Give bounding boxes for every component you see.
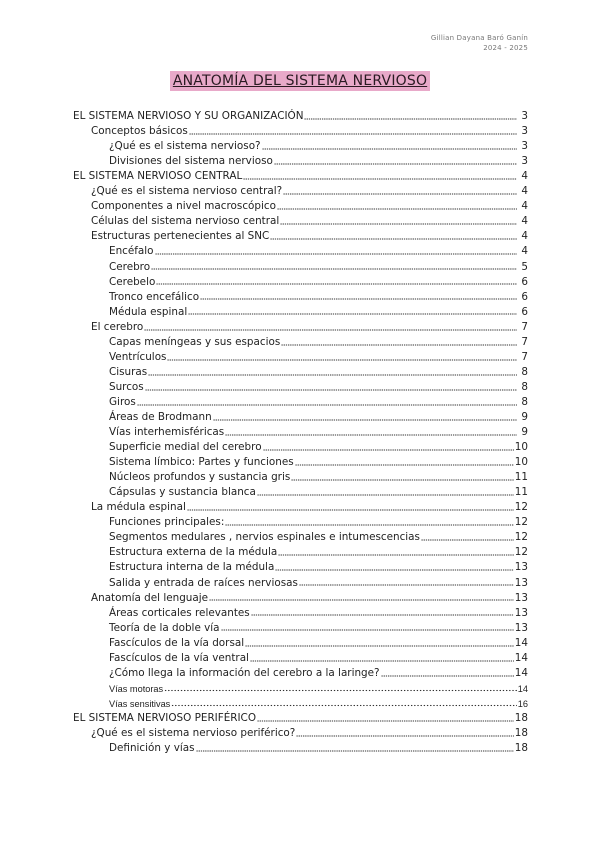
toc-dot-leader <box>278 548 514 556</box>
toc-entry[interactable] <box>73 694 528 709</box>
toc-entry-label: Anatomía del lenguaje <box>91 591 209 604</box>
toc-entry-label: Áreas de Brodmann <box>109 410 212 423</box>
toc-entry-label: Teoría de la doble vía <box>109 621 220 634</box>
toc-entry[interactable] <box>73 604 528 619</box>
toc-dot-leader <box>296 729 513 737</box>
toc-entry-page: 6 <box>521 275 528 288</box>
toc-entry[interactable] <box>73 498 528 513</box>
toc-entry-label: Cerebelo <box>109 275 156 288</box>
toc-dot-leader <box>221 624 514 632</box>
document-header <box>431 33 528 53</box>
toc-entry-page: 14 <box>514 636 528 649</box>
toc-entry[interactable] <box>73 543 528 558</box>
toc-entry[interactable] <box>73 649 528 664</box>
toc-entry[interactable] <box>73 303 528 318</box>
toc-dot-leader <box>245 639 514 647</box>
toc-entry-label: ¿Qué es el sistema nervioso central? <box>91 185 283 198</box>
toc-entry[interactable] <box>73 393 528 408</box>
toc-entry[interactable] <box>73 122 528 137</box>
toc-entry[interactable] <box>73 513 528 528</box>
toc-dot-leader <box>151 263 517 271</box>
author-name: Gillian Dayana Baró Ganín <box>430 34 528 42</box>
toc-entry-label: Divisiones del sistema nervioso <box>109 155 273 168</box>
toc-entry-page: 8 <box>521 380 528 393</box>
toc-entry-label: Fascículos de la vía dorsal <box>109 636 245 649</box>
toc-entry-page: 18 <box>514 726 528 739</box>
toc-dot-leader <box>144 323 517 331</box>
toc-entry-label: Sistema límbico: Partes y funciones <box>109 456 294 469</box>
toc-entry[interactable] <box>73 408 528 423</box>
toc-entry-label: EL SISTEMA NERVIOSO PERIFÉRICO <box>73 711 256 724</box>
document-title: ANATOMÍA DEL SISTEMA NERVIOSO <box>170 71 430 91</box>
toc-entry-page: 14 <box>517 683 528 694</box>
toc-dot-leader <box>209 594 514 602</box>
table-of-contents <box>73 107 528 754</box>
toc-entry-label: Cerebro <box>109 260 151 273</box>
toc-dot-leader <box>213 413 517 421</box>
toc-entry-label: Vías sensitivas <box>109 698 171 709</box>
toc-entry-label: Definición y vías <box>109 742 195 755</box>
toc-entry-page: 13 <box>514 606 528 619</box>
toc-dot-leader <box>189 127 517 135</box>
toc-entry[interactable] <box>73 423 528 438</box>
toc-dot-leader <box>299 579 514 587</box>
toc-dot-leader <box>257 714 514 722</box>
toc-dot-leader <box>167 353 517 361</box>
toc-dot-leader <box>295 458 514 466</box>
toc-entry[interactable] <box>73 468 528 483</box>
toc-entry[interactable] <box>73 107 528 122</box>
toc-entry-label: Estructura interna de la médula <box>109 561 275 574</box>
toc-entry-label: Vías motoras <box>109 683 164 694</box>
toc-entry-page: 13 <box>514 621 528 634</box>
toc-entry[interactable] <box>73 679 528 694</box>
toc-dot-leader <box>156 278 517 286</box>
toc-entry[interactable] <box>73 242 528 257</box>
toc-entry[interactable] <box>73 273 528 288</box>
toc-entry-page: 12 <box>514 516 528 529</box>
academic-year: 2024 - 2025 <box>483 44 528 52</box>
toc-entry-page: 11 <box>514 471 528 484</box>
toc-dot-leader <box>277 202 517 210</box>
toc-entry-page: 5 <box>521 260 528 273</box>
toc-dot-leader <box>148 368 517 376</box>
toc-dot-leader <box>250 654 514 662</box>
toc-entry-page: 12 <box>514 501 528 514</box>
toc-entry-label: Cisuras <box>109 365 148 378</box>
toc-entry-page: 10 <box>514 441 528 454</box>
toc-entry[interactable] <box>73 137 528 152</box>
toc-entry[interactable] <box>73 453 528 468</box>
toc-entry-label: Médula espinal <box>109 305 188 318</box>
toc-dot-leader <box>171 699 516 707</box>
toc-dot-leader <box>283 187 517 195</box>
toc-entry-label: Tronco encefálico <box>109 290 200 303</box>
toc-entry[interactable] <box>73 528 528 543</box>
toc-entry-page: 4 <box>521 245 528 258</box>
toc-entry-label: Surcos <box>109 380 144 393</box>
toc-dot-leader <box>381 669 514 677</box>
toc-entry[interactable] <box>73 619 528 634</box>
toc-entry-page: 3 <box>521 110 528 123</box>
toc-entry[interactable] <box>73 709 528 724</box>
toc-entry[interactable] <box>73 664 528 679</box>
toc-entry-page: 10 <box>514 456 528 469</box>
toc-entry-page: 11 <box>514 486 528 499</box>
toc-entry-page: 3 <box>521 125 528 138</box>
toc-entry[interactable] <box>73 348 528 363</box>
toc-entry-label: Cápsulas y sustancia blanca <box>109 486 256 499</box>
toc-entry-label: Segmentos medulares , nervios espinales e intumescencias <box>109 531 420 544</box>
toc-dot-leader <box>251 609 514 617</box>
toc-entry-label: Fascículos de la vía ventral <box>109 651 249 664</box>
toc-entry-label: Salida y entrada de raíces nerviosas <box>109 576 298 589</box>
toc-entry[interactable] <box>73 363 528 378</box>
title-container <box>0 70 600 91</box>
toc-entry[interactable] <box>73 152 528 167</box>
toc-entry-label: Superficie medial del cerebro <box>109 441 262 454</box>
toc-entry[interactable] <box>73 558 528 573</box>
toc-entry[interactable] <box>73 573 528 588</box>
toc-entry-page: 3 <box>521 155 528 168</box>
toc-entry[interactable] <box>73 227 528 242</box>
toc-entry-label: Ventrículos <box>109 350 167 363</box>
toc-entry-page: 7 <box>521 350 528 363</box>
toc-entry-page: 4 <box>521 215 528 228</box>
toc-entry-label: Conceptos básicos <box>91 125 188 138</box>
toc-entry-label: Capas meníngeas y sus espacios <box>109 335 281 348</box>
toc-entry[interactable] <box>73 438 528 453</box>
toc-entry[interactable] <box>73 197 528 212</box>
toc-entry[interactable] <box>73 739 528 754</box>
toc-entry-page: 7 <box>521 320 528 333</box>
toc-entry-label: Estructura externa de la médula <box>109 546 278 559</box>
toc-entry[interactable] <box>73 634 528 649</box>
toc-entry-page: 14 <box>514 651 528 664</box>
toc-entry-page: 14 <box>514 666 528 679</box>
toc-entry-label: EL SISTEMA NERVIOSO CENTRAL <box>73 170 243 183</box>
toc-entry-label: El cerebro <box>91 320 144 333</box>
toc-entry-page: 6 <box>521 290 528 303</box>
toc-dot-leader <box>200 293 517 301</box>
toc-entry-page: 6 <box>521 305 528 318</box>
toc-entry-label: Giros <box>109 395 136 408</box>
toc-entry-page: 12 <box>514 546 528 559</box>
toc-entry-label: EL SISTEMA NERVIOSO Y SU ORGANIZACIÓN <box>73 110 304 123</box>
toc-dot-leader <box>281 338 517 346</box>
toc-dot-leader <box>225 518 513 526</box>
toc-dot-leader <box>145 383 517 391</box>
toc-dot-leader <box>280 217 517 225</box>
toc-entry-page: 18 <box>514 711 528 724</box>
toc-dot-leader <box>137 398 517 406</box>
toc-entry[interactable] <box>73 724 528 739</box>
toc-entry[interactable] <box>73 333 528 348</box>
toc-dot-leader <box>274 157 517 165</box>
toc-dot-leader <box>304 112 517 120</box>
toc-entry[interactable] <box>73 167 528 182</box>
toc-entry-page: 4 <box>521 230 528 243</box>
toc-entry-label: ¿Cómo llega la información del cerebro a la laringe? <box>109 666 380 679</box>
toc-dot-leader <box>225 428 517 436</box>
toc-dot-leader <box>243 172 517 180</box>
toc-entry-label: Componentes a nivel macroscópico <box>91 200 276 213</box>
toc-entry[interactable] <box>73 589 528 604</box>
toc-dot-leader <box>262 142 517 150</box>
toc-entry-label: ¿Qué es el sistema nervioso periférico? <box>91 726 296 739</box>
toc-entry-page: 13 <box>514 561 528 574</box>
toc-dot-leader <box>196 744 514 752</box>
toc-dot-leader <box>275 563 513 571</box>
toc-entry-label: Áreas corticales relevantes <box>109 606 250 619</box>
toc-entry-label: Encéfalo <box>109 245 154 258</box>
toc-entry[interactable] <box>73 288 528 303</box>
toc-entry-page: 13 <box>514 591 528 604</box>
toc-dot-leader <box>421 533 514 541</box>
toc-entry-page: 18 <box>514 742 528 755</box>
toc-entry-label: ¿Qué es el sistema nervioso? <box>109 140 261 153</box>
toc-dot-leader <box>187 503 514 511</box>
toc-entry[interactable] <box>73 378 528 393</box>
toc-entry-page: 3 <box>521 140 528 153</box>
toc-entry[interactable] <box>73 318 528 333</box>
toc-entry-label: Funciones principales: <box>109 516 225 529</box>
toc-dot-leader <box>188 308 517 316</box>
toc-entry-label: Estructuras pertenecientes al SNC <box>91 230 270 243</box>
toc-dot-leader <box>257 488 514 496</box>
toc-entry-page: 4 <box>521 170 528 183</box>
toc-dot-leader <box>155 247 517 255</box>
toc-entry[interactable] <box>73 257 528 272</box>
toc-entry-label: Células del sistema nervioso central <box>91 215 280 228</box>
toc-entry-page: 9 <box>521 410 528 423</box>
toc-dot-leader <box>164 684 517 692</box>
toc-dot-leader <box>270 232 517 240</box>
toc-entry[interactable] <box>73 182 528 197</box>
toc-entry-page: 4 <box>521 200 528 213</box>
toc-dot-leader <box>291 473 514 481</box>
toc-entry[interactable] <box>73 483 528 498</box>
toc-dot-leader <box>263 443 514 451</box>
toc-entry-page: 8 <box>521 395 528 408</box>
toc-entry-page: 9 <box>521 426 528 439</box>
toc-entry-page: 7 <box>521 335 528 348</box>
toc-entry-page: 16 <box>517 698 528 709</box>
toc-entry-label: La médula espinal <box>91 501 186 514</box>
toc-entry[interactable] <box>73 212 528 227</box>
toc-entry-label: Vías interhemisféricas <box>109 426 225 439</box>
toc-entry-page: 12 <box>514 531 528 544</box>
toc-entry-label: Núcleos profundos y sustancia gris <box>109 471 291 484</box>
toc-entry-page: 13 <box>514 576 528 589</box>
toc-entry-page: 4 <box>521 185 528 198</box>
toc-entry-page: 8 <box>521 365 528 378</box>
